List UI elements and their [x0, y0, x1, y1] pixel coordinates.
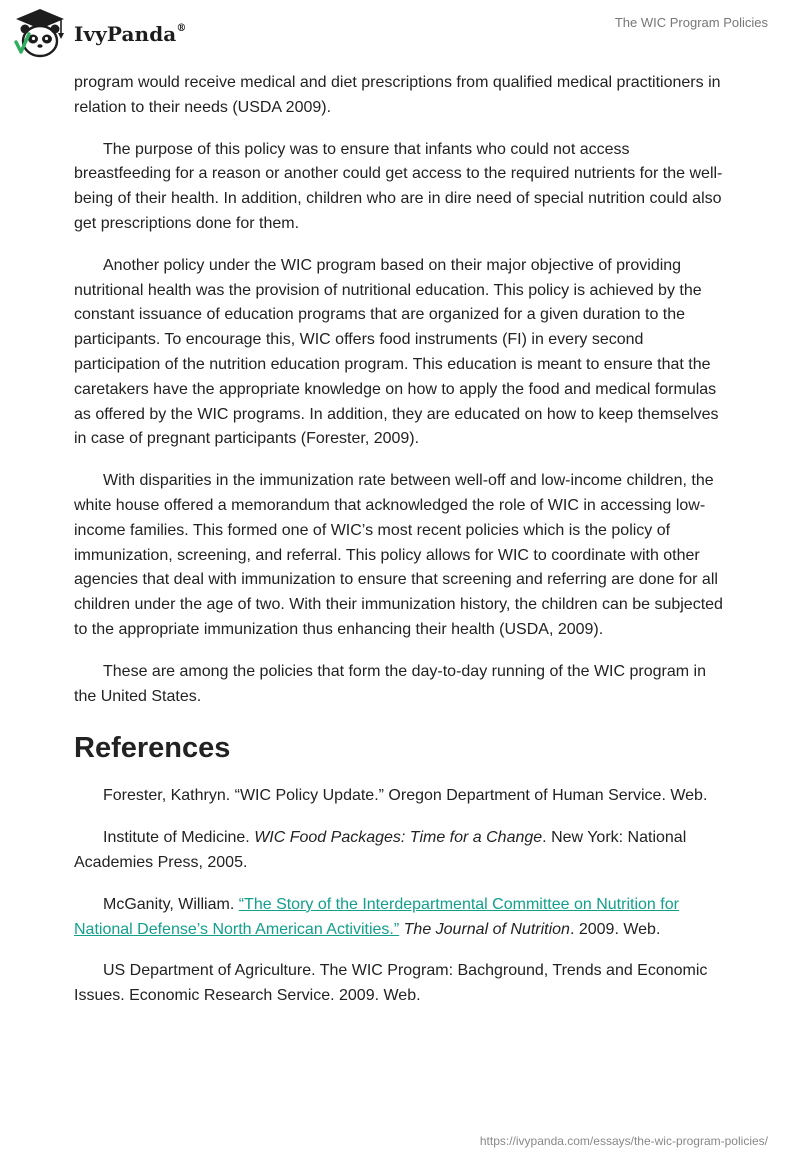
- essay-content: [74, 71, 726, 1026]
- reference-item: US Department of Agriculture. The WIC Program: Bachground, Trends and Economic Issues. Economic Research Service. 2009. Web.: [74, 962, 708, 1005]
- panda-graduate-icon: [14, 8, 66, 58]
- reference-item: Forester, Kathryn. “WIC Policy Update.” Oregon Department of Human Service. Web.: [103, 787, 708, 805]
- reference-item: [74, 893, 726, 943]
- reference-title: WIC Food Packages: Time for a Change: [254, 829, 543, 847]
- source-url[interactable]: https://ivypanda.com/essays/the-wic-program-policies/: [479, 1134, 768, 1148]
- body-paragraph: These are among the policies that form the day-to-day running of the WIC program in the United States.: [74, 662, 706, 705]
- reference-title: The Journal of Nutrition: [403, 920, 570, 938]
- reference-item: [74, 826, 726, 876]
- page-header: [0, 0, 800, 70]
- body-paragraph: With disparities in the immunization rate between well-off and low-income children, the white house offered a memorandum that acknowledged the role of WIC in accessing low-income families. This formed one of WIC’s most recent policies which is the policy of immunization, screening, and referral. This policy allows for WIC to coordinate with other agencies that deal with immunization to ensure that screening and referring are done for all children under the age of two. With their immunization history, the children can be subjected to the appropriate immunization thus enhancing their health (USDA, 2009).: [74, 472, 723, 638]
- reference-text: McGanity, William.: [103, 895, 239, 913]
- registered-mark: ®: [176, 23, 187, 35]
- document-title: The WIC Program Policies: [614, 15, 768, 30]
- brand-name: IvyPanda®: [74, 22, 187, 46]
- references-heading: References: [74, 732, 231, 765]
- body-paragraph: The purpose of this policy was to ensure that infants who could not access breastfeeding for a reason or another could get access to the required nutrients for the well-being of their health. In addition, children who are in dire need of special nutrition could also get prescriptions done for them.: [74, 140, 723, 232]
- reference-link[interactable]: “The Story of the Interdepartmental Committee on Nutrition for National Defense’s North American Activities.”: [74, 895, 679, 938]
- reference-text: . 2009. Web.: [569, 920, 661, 938]
- reference-text: Institute of Medicine.: [103, 829, 255, 847]
- reference-text: . New York: National Academies Press, 2005.: [74, 829, 687, 871]
- body-paragraph: program would receive medical and diet prescriptions from qualified medical practitioners in relation to their needs (USDA 2009).: [74, 74, 721, 116]
- brand-logo[interactable]: [14, 8, 186, 58]
- body-paragraph: Another policy under the WIC program based on their major objective of providing nutritional health was the provision of nutritional education. This policy is achieved by the constant issuance of education programs that are organized for a given duration to the participants. To encourage this, WIC offers food instruments (FI) in every second participation of the nutrition education program. This education is meant to ensure that the caretakers have the appropriate knowledge on how to apply the food and medical formulas as offered by the WIC programs. In addition, they are educated on how to keep themselves in case of pregnant participants (Forester, 2009).: [74, 256, 719, 448]
